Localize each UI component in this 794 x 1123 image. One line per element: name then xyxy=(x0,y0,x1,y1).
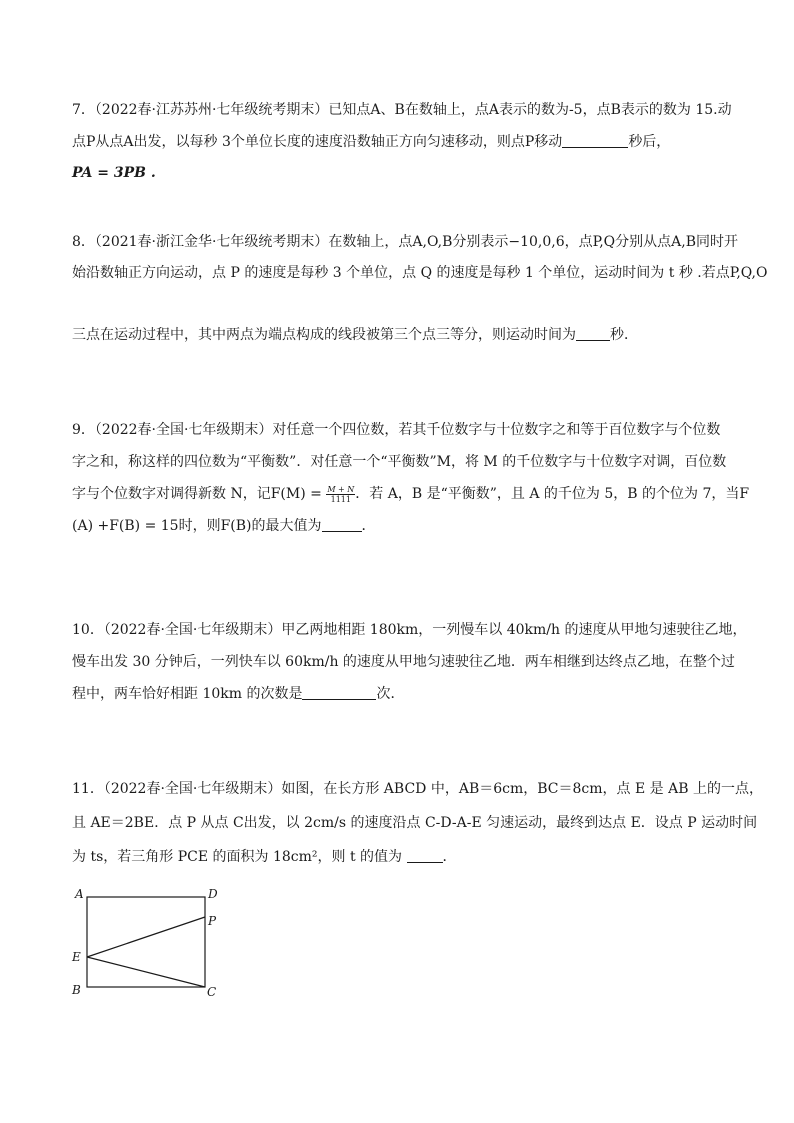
label-c: C xyxy=(207,985,217,999)
question-10-text-3a: 程中，两车恰好相距 10km 的次数是 xyxy=(72,686,303,702)
rectangle-abcd xyxy=(87,897,205,987)
question-9-line-3 xyxy=(72,484,749,504)
fraction-m-plus-n-over-1111 xyxy=(326,485,355,504)
label-a: A xyxy=(75,887,84,901)
fraction-denominator: 1111 xyxy=(330,494,351,504)
answer-blank-7[interactable] xyxy=(562,133,628,148)
question-11-line-3 xyxy=(72,847,457,867)
question-11-text-3a: 为 ts，若三角形 PCE 的面积为 18cm²，则 t 的值为 xyxy=(72,849,403,865)
question-8-text-3b: 秒． xyxy=(610,327,638,343)
segment-ec xyxy=(87,957,205,987)
question-10-line-3 xyxy=(72,684,404,704)
question-7-line-2 xyxy=(72,132,670,152)
question-11-line-1: 11．（2022春·全国·七年级期末）如图，在长方形 ABCD 中，AB＝6cm，BC＝8cm，点 E 是 AB 上的一点， xyxy=(72,781,763,797)
question-8-line-1: 8．（2021春·浙江金华·七年级统考期末）在数轴上，点A,O,B分别表示−10,0,6，点P,Q分别从点A,B同时开 xyxy=(72,234,739,250)
question-7-text-2a: 点P从点A出发，以每秒 3个单位长度的速度沿数轴正方向匀速移动，则点P移动 xyxy=(72,134,563,150)
label-p: P xyxy=(208,914,217,928)
answer-blank-9[interactable] xyxy=(322,517,362,532)
answer-blank-11[interactable] xyxy=(407,848,443,863)
question-7-line-1: 7．（2022春·江苏苏州·七年级统考期末）已知点A、B在数轴上，点A表示的数为-5，点B表示的数为 15.动 xyxy=(72,102,732,118)
question-8-text-3a: 三点在运动过程中，其中两点为端点构成的线段被第三个点三等分，则运动时间为 xyxy=(72,327,576,343)
question-11-text-3b: ． xyxy=(442,849,457,865)
question-8-line-2: 始沿数轴正方向运动，点 P 的速度是每秒 3 个单位，点 Q 的速度是每秒 1 个单位，运动时间为 t 秒 .若点P,Q,O xyxy=(72,265,768,281)
answer-blank-10[interactable] xyxy=(302,685,376,700)
segment-ep xyxy=(87,917,205,957)
question-8-line-3 xyxy=(72,325,638,345)
question-9-text-3b: ．若 A，B 是“平衡数”，且 A 的千位为 5，B 的个位为 7，当F xyxy=(355,486,750,502)
question-9-text-3a: 字与个位数字对调得新数 N，记F(M) = xyxy=(72,486,322,502)
question-10-line-2: 慢车出发 30 分钟后，一列快车以 60km/h 的速度从甲地匀速驶往乙地．两车相继到达终点乙地，在整个过 xyxy=(72,654,735,670)
rectangle-abcd-figure xyxy=(66,880,226,1002)
question-9-line-4 xyxy=(72,516,376,536)
question-10-text-3b: 次． xyxy=(376,686,405,702)
question-7-line-3: PA = 3PB . xyxy=(72,165,156,181)
question-9-line-2: 字之和，称这样的四位数为“平衡数”．对任意一个“平衡数”M，将 M 的千位数字与十位数字对调，百位数 xyxy=(72,454,727,470)
question-9-line-1: 9．（2022春·全国·七年级期末）对任意一个四位数，若其千位数字与十位数字之和等于百位数字与个位数 xyxy=(72,422,721,438)
question-11-line-2: 且 AE＝2BE．点 P 从点 C出发，以 2cm/s 的速度沿点 C-D-A-E 匀速运动，最终到达点 E．设点 P 运动时间 xyxy=(72,815,758,831)
question-7-text-2b: 秒后， xyxy=(628,134,671,150)
answer-blank-8[interactable] xyxy=(576,326,610,341)
question-9-text-4b: ． xyxy=(361,518,376,534)
label-d: D xyxy=(208,887,218,901)
question-9-text-4a: (A) +F(B) = 15时，则F(B)的最大值为 xyxy=(72,518,322,534)
fraction-numerator: M + N xyxy=(327,484,355,494)
question-10-line-1: 10．（2022春·全国·七年级期末）甲乙两地相距 180km，一列慢车以 40km/h 的速度从甲地匀速驶往乙地， xyxy=(72,622,747,638)
label-b: B xyxy=(72,983,81,997)
label-e: E xyxy=(72,950,81,964)
